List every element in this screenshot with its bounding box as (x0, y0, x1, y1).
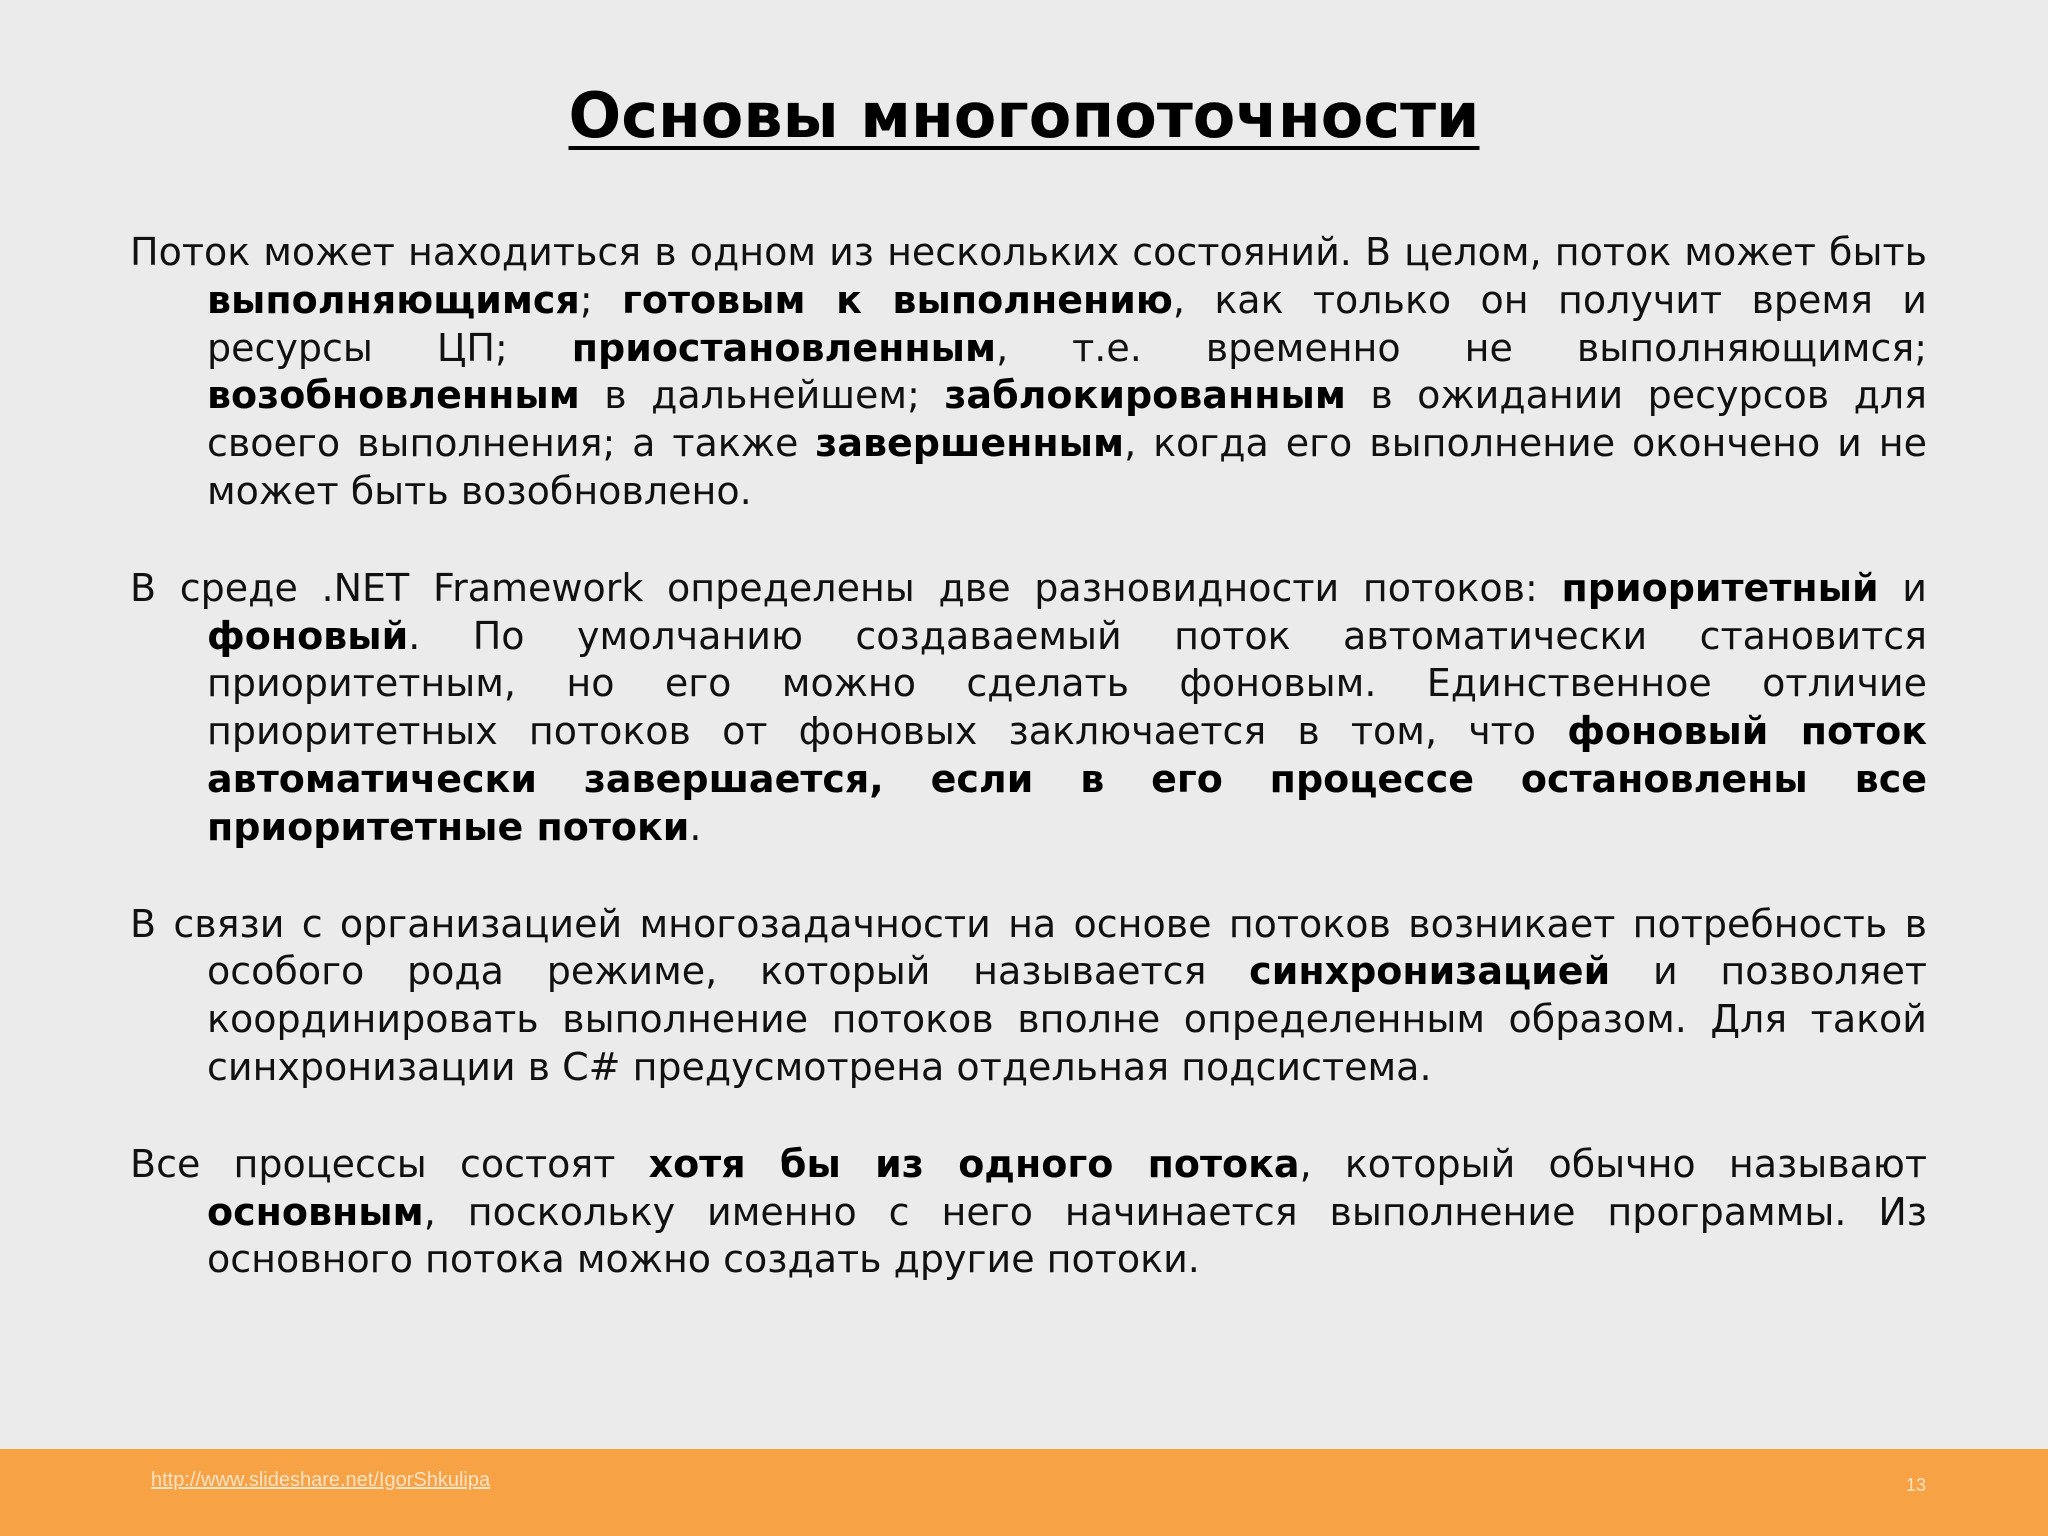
bold-term-background: фоновый (207, 613, 409, 658)
paragraph-thread-kinds (130, 565, 1927, 852)
bold-term-terminated: завершенным (815, 421, 1125, 466)
text-run: ; (579, 277, 623, 322)
text-run: , когда его выполнение окончено и не может быть возобновлено. (207, 421, 1928, 513)
bold-term-suspended: приостановленным (571, 325, 997, 370)
text-run: В связи с организацией многозадачности на основе потоков возникает потребность в особого рода режиме, который называется (130, 901, 1927, 994)
slide-body (130, 229, 1927, 1333)
text-run: , который обычно называют (1299, 1141, 1928, 1186)
slide-title: Основы многопоточности (568, 79, 1480, 152)
paragraph-synchronization (130, 901, 1927, 1092)
bold-term-main: основным (207, 1189, 424, 1234)
text-run: Поток может находиться в одном из нескольких состояний. В целом, поток может быть (130, 230, 1927, 274)
bold-term-running: выполняющимся (207, 277, 580, 322)
text-run: в ожидании ресурсов для своего выполнения; а также (207, 373, 1927, 466)
bold-statement-background-termination: фоновый поток автоматически завершается, если в его процессе остановлены все приоритетные потоки (207, 709, 1927, 849)
bold-term-synchronization: синхронизацией (1249, 949, 1611, 994)
text-run: . По умолчанию создаваемый поток автоматически становится приоритетным, но его можно сделать фоновым. Единственное отличие приоритетных потоков от фоновых заключается в том, что (207, 613, 1927, 754)
text-run: , как только он получит время и ресурсы ЦП; (207, 277, 1928, 370)
text-run: В среде .NET Framework определены две разновидности потоков: (130, 565, 1562, 610)
bold-term-blocked: заблокированным (944, 373, 1346, 418)
text-run: в дальнейшем; (579, 373, 945, 418)
text-run: и (1878, 565, 1928, 610)
text-run: . (689, 804, 702, 849)
text-run: , поскольку именно с него начинается выполнение программы. Из основного потока можно создать другие потоки. (207, 1189, 1927, 1282)
slideshare-link[interactable]: http://www.slideshare.net/IgorShkulipa (151, 1469, 491, 1491)
text-run: Все процессы состоят (130, 1141, 649, 1186)
paragraph-thread-states (130, 229, 1927, 516)
bold-term-foreground: приоритетный (1561, 565, 1879, 610)
bold-term-resumed: возобновленным (207, 373, 580, 418)
text-run: , т.е. временно не выполняющимся; (996, 325, 1928, 370)
paragraph-main-thread (130, 1141, 1927, 1284)
text-run: и позволяет координировать выполнение потоков вполне определенным образом. Для такой синхронизации в C# предусмотрена отдельная подсистема. (207, 949, 1927, 1089)
slide-footer (0, 1449, 2048, 1536)
bold-term-at-least-one-thread: хотя бы из одного потока (648, 1141, 1300, 1186)
bold-term-ready: готовым к выполнению (622, 277, 1173, 322)
page-number: 13 (1905, 1475, 1926, 1495)
